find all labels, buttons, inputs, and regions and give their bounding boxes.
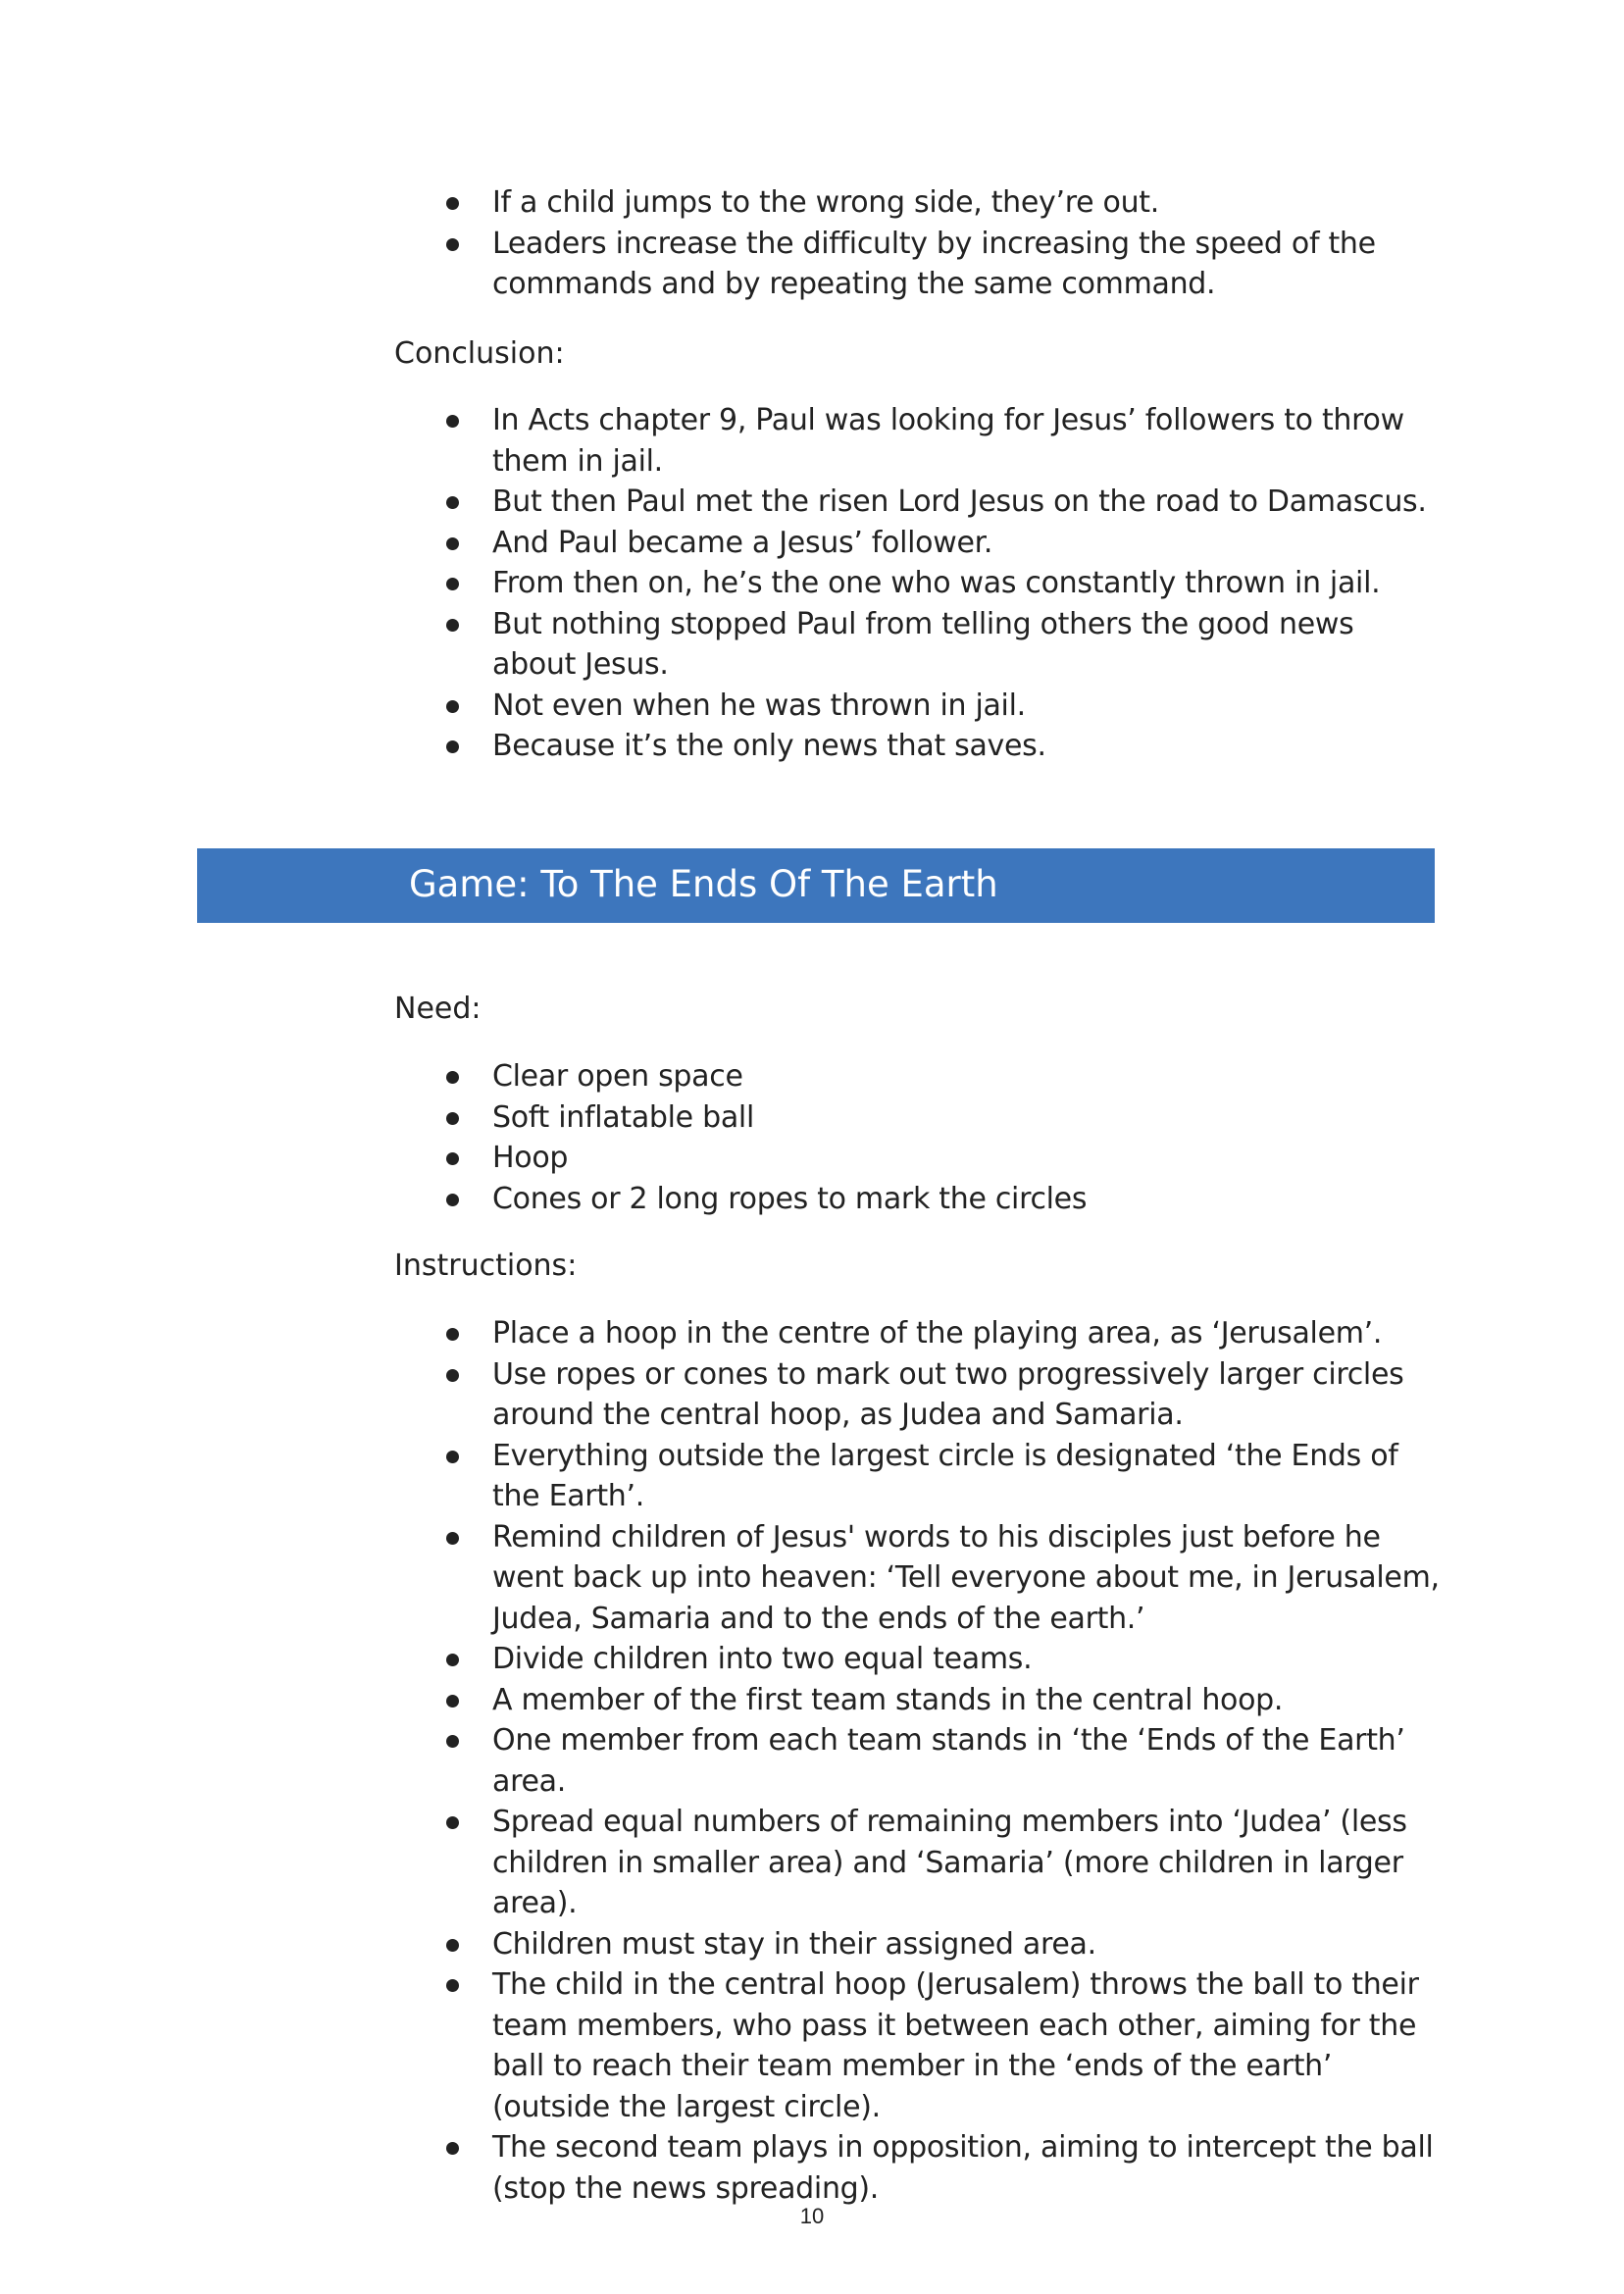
need-bullet-list xyxy=(443,1056,1444,1219)
list-item: Spread equal numbers of remaining members into ‘Judea’ (less children in smaller area) and ‘Samaria’ (more children in larger area). xyxy=(443,1802,1444,1924)
list-item: But nothing stopped Paul from telling others the good news about Jesus. xyxy=(443,604,1444,686)
list-item: Children must stay in their assigned area. xyxy=(443,1924,1444,1965)
list-item: Everything outside the largest circle is designated ‘the Ends of the Earth’. xyxy=(443,1436,1444,1517)
instructions-label: Instructions: xyxy=(394,1249,578,1283)
list-item: Cones or 2 long ropes to mark the circles xyxy=(443,1179,1444,1220)
bullet-icon xyxy=(446,197,459,210)
bullet-icon xyxy=(446,1112,459,1125)
list-item: The child in the central hoop (Jerusalem) throws the ball to their team members, who pass it between each other, aiming for the ball to reach their team member in the ‘ends of the earth’ (outside the largest circle). xyxy=(443,1964,1444,2127)
bullet-icon xyxy=(446,1979,459,1992)
list-item: Soft inflatable ball xyxy=(443,1097,1444,1139)
instructions-bullet-list xyxy=(443,1313,1444,2209)
game-title: Game: To The Ends Of The Earth xyxy=(409,863,998,905)
bullet-icon xyxy=(446,2142,459,2155)
bullet-icon xyxy=(446,1695,459,1708)
conclusion-label: Conclusion: xyxy=(394,336,565,371)
top-bullet-list xyxy=(443,182,1444,305)
list-item: In Acts chapter 9, Paul was looking for Jesus’ followers to throw them in jail. xyxy=(443,400,1444,482)
bullet-icon xyxy=(446,496,459,509)
list-item: Divide children into two equal teams. xyxy=(443,1639,1444,1680)
list-item: If a child jumps to the wrong side, they’re out. xyxy=(443,182,1444,224)
bullet-icon xyxy=(446,578,459,590)
bullet-icon xyxy=(446,1735,459,1748)
bullet-icon xyxy=(446,619,459,632)
conclusion-bullet-list xyxy=(443,400,1444,767)
list-item: The second team plays in opposition, aiming to intercept the ball (stop the news spreading). xyxy=(443,2127,1444,2209)
list-item: And Paul became a Jesus’ follower. xyxy=(443,523,1444,564)
bullet-icon xyxy=(446,1194,459,1206)
bullet-icon xyxy=(446,1939,459,1952)
page-number: 10 xyxy=(799,2204,825,2228)
bullet-icon xyxy=(446,537,459,550)
list-item: Clear open space xyxy=(443,1056,1444,1097)
list-item: But then Paul met the risen Lord Jesus on the road to Damascus. xyxy=(443,482,1444,523)
list-item: Remind children of Jesus' words to his disciples just before he went back up into heaven: ‘Tell everyone about me, in Jerusalem, Judea, Samaria and to the ends of the earth.’ xyxy=(443,1517,1444,1640)
bullet-icon xyxy=(446,1369,459,1382)
need-label: Need: xyxy=(394,992,482,1026)
bullet-icon xyxy=(446,1071,459,1084)
list-item: From then on, he’s the one who was constantly thrown in jail. xyxy=(443,563,1444,604)
bullet-icon xyxy=(446,700,459,713)
bullet-icon xyxy=(446,1152,459,1165)
list-item: Because it’s the only news that saves. xyxy=(443,726,1444,767)
list-item: A member of the first team stands in the central hoop. xyxy=(443,1680,1444,1721)
list-item: Use ropes or cones to mark out two progressively larger circles around the central hoop, as Judea and Samaria. xyxy=(443,1354,1444,1436)
list-item: Place a hoop in the centre of the playing area, as ‘Jerusalem’. xyxy=(443,1313,1444,1354)
list-item: Hoop xyxy=(443,1138,1444,1179)
bullet-icon xyxy=(446,1328,459,1341)
list-item: Leaders increase the difficulty by increasing the speed of the commands and by repeating the same command. xyxy=(443,224,1444,305)
list-item: One member from each team stands in ‘the ‘Ends of the Earth’ area. xyxy=(443,1720,1444,1802)
bullet-icon xyxy=(446,740,459,753)
bullet-icon xyxy=(446,1816,459,1829)
bullet-icon xyxy=(446,1451,459,1463)
bullet-icon xyxy=(446,1654,459,1666)
bullet-icon xyxy=(446,1532,459,1545)
game-title-banner xyxy=(197,848,1435,923)
list-item: Not even when he was thrown in jail. xyxy=(443,686,1444,727)
bullet-icon xyxy=(446,415,459,428)
bullet-icon xyxy=(446,238,459,251)
